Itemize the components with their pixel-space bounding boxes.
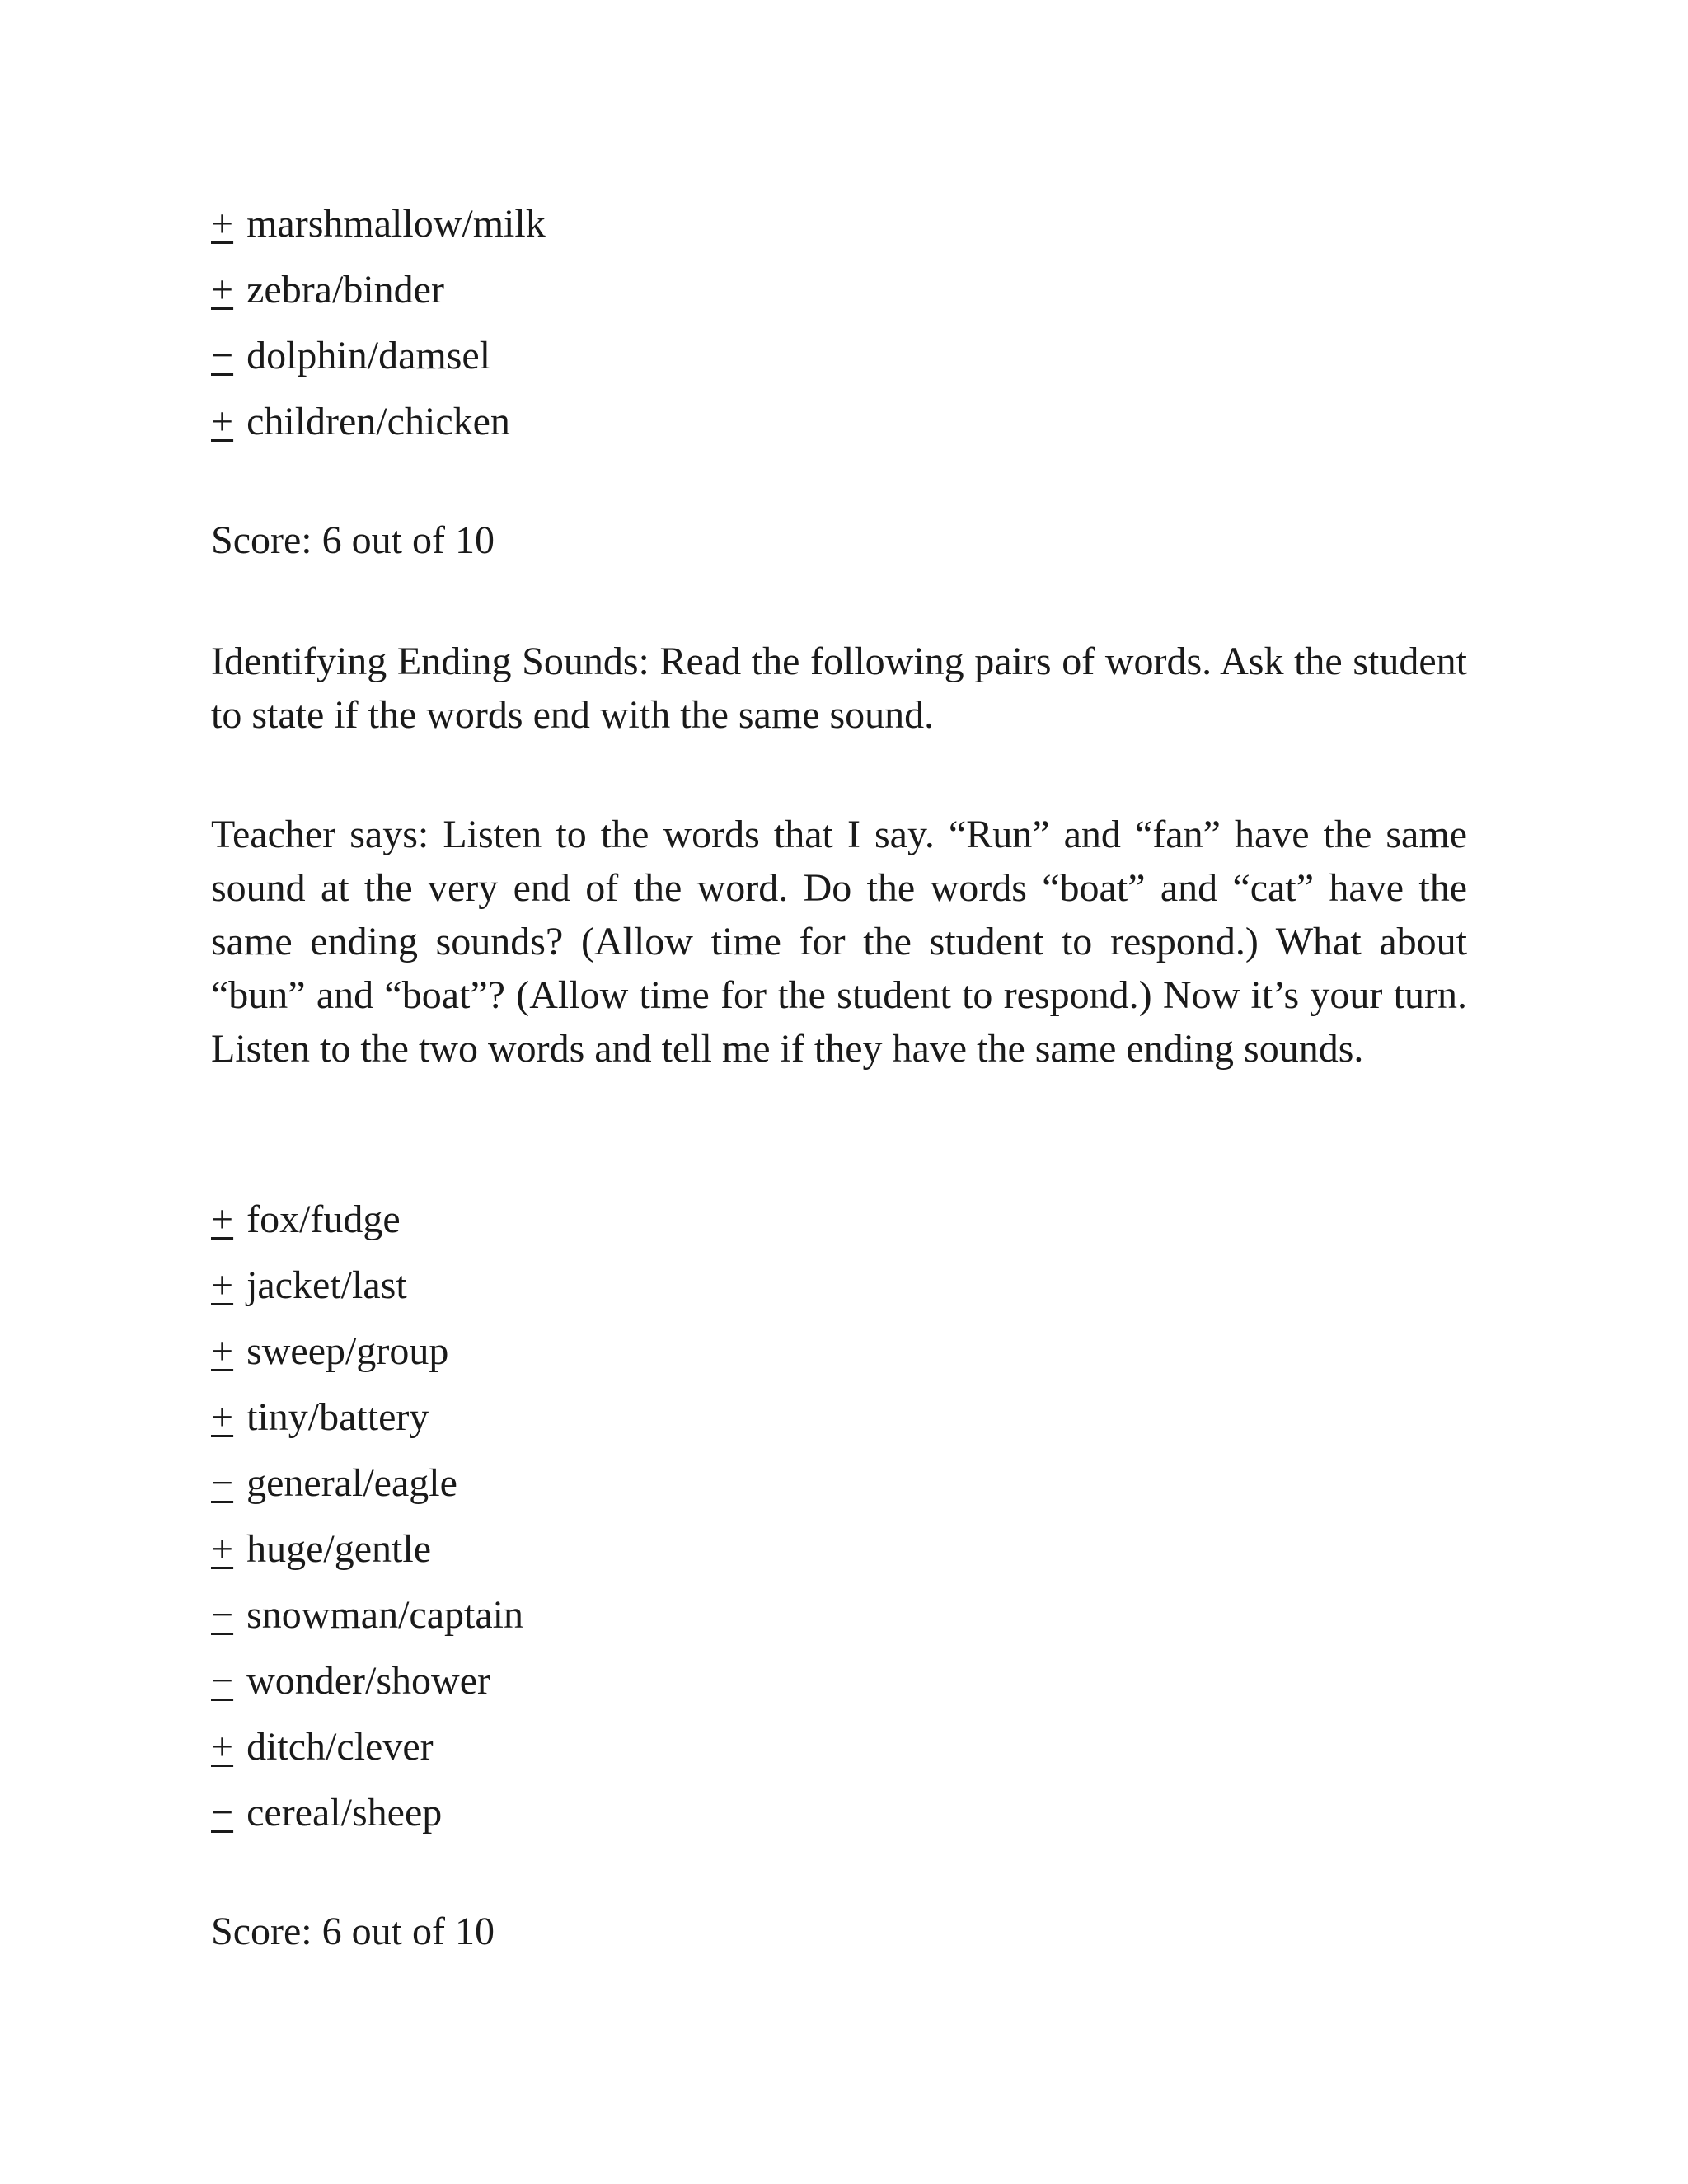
list-item — [211, 1516, 523, 1582]
instructions-paragraph: Identifying Ending Sounds: Read the following pairs of words. Ask the student to state if the words end with the same sound. — [211, 640, 1467, 737]
word-pair-list-2 — [211, 1187, 523, 1846]
plus-minus-mark: + — [211, 1197, 234, 1241]
word-pair: jacket/last — [246, 1263, 407, 1307]
plus-minus-mark: − — [211, 1791, 234, 1835]
word-pair: tiny/battery — [246, 1395, 429, 1439]
word-pair: snowman/captain — [246, 1593, 523, 1637]
word-pair: fox/fudge — [246, 1197, 401, 1241]
score-text: Score: 6 out of 10 — [211, 1910, 495, 1953]
word-pair: sweep/group — [246, 1329, 449, 1373]
plus-minus-mark: + — [211, 202, 234, 246]
list-item — [211, 1780, 523, 1846]
score-text: Score: 6 out of 10 — [211, 518, 495, 562]
word-pair: ditch/clever — [246, 1725, 434, 1769]
list-item — [211, 323, 546, 389]
word-pair: dolphin/damsel — [246, 334, 491, 377]
list-item — [211, 1714, 523, 1780]
word-pair: general/eagle — [246, 1461, 457, 1505]
plus-minus-mark: + — [211, 1527, 234, 1571]
list-item — [211, 191, 546, 257]
word-pair: marshmallow/milk — [246, 202, 546, 246]
plus-minus-mark: + — [211, 1395, 234, 1439]
word-pair: huge/gentle — [246, 1527, 431, 1571]
word-pair-list-1 — [211, 191, 546, 455]
word-pair: cereal/sheep — [246, 1791, 443, 1835]
list-item — [211, 389, 546, 455]
list-item — [211, 1582, 523, 1648]
document-page — [211, 0, 1467, 2184]
plus-minus-mark: + — [211, 400, 234, 443]
list-item — [211, 1385, 523, 1451]
list-item — [211, 1319, 523, 1385]
list-item — [211, 257, 546, 323]
plus-minus-mark: − — [211, 334, 234, 377]
plus-minus-mark: − — [211, 1593, 234, 1637]
list-item — [211, 1648, 523, 1714]
plus-minus-mark: + — [211, 1725, 234, 1769]
teacher-script-paragraph: Teacher says: Listen to the words that I say. “Run” and “fan” have the same sound at the very end of the word. Do the words “boat” and “cat” have the same ending sounds? (Allow time for the student to respond.) What about “bun” and “boat”? (Allow time for the student to respond.) Now it’s your turn. Listen to the two words and tell me if they have the same ending sounds. — [211, 813, 1467, 1071]
plus-minus-mark: − — [211, 1659, 234, 1703]
plus-minus-mark: − — [211, 1461, 234, 1505]
plus-minus-mark: + — [211, 1263, 234, 1307]
list-item — [211, 1451, 523, 1516]
plus-minus-mark: + — [211, 1329, 234, 1373]
word-pair: wonder/shower — [246, 1659, 490, 1703]
word-pair: children/chicken — [246, 400, 510, 443]
plus-minus-mark: + — [211, 268, 234, 312]
word-pair: zebra/binder — [246, 268, 444, 312]
list-item — [211, 1253, 523, 1319]
list-item — [211, 1187, 523, 1253]
